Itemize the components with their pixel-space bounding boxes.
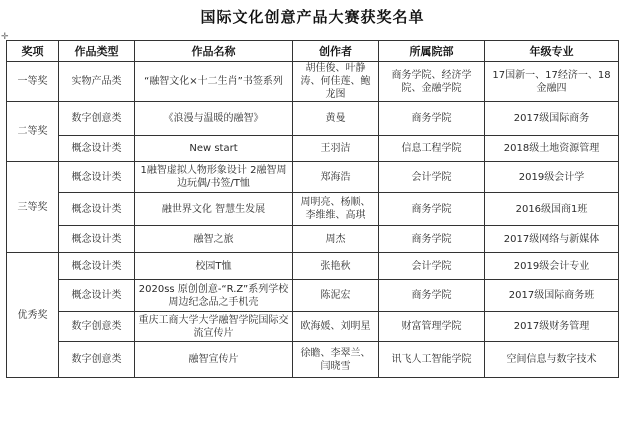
cell-work-name: 1融智虚拟人物形象设计 2融智周边玩偶/书签/T恤: [135, 162, 293, 193]
cell-college: 财富管理学院: [379, 312, 485, 342]
cell-work-name: New start: [135, 136, 293, 162]
cell-work-name: “融智文化×十二生肖”书签系列: [135, 62, 293, 102]
award-group-second: 二等奖: [7, 102, 59, 162]
cell-college: 商务学院: [379, 226, 485, 253]
cell-creator: 黄曼: [293, 102, 379, 136]
table-row: [7, 253, 619, 280]
table-anchor-icon[interactable]: ✛: [1, 32, 9, 42]
table-row: [7, 312, 619, 342]
cell-work-name: 重庆工商大学大学融智学院国际交流宣传片: [135, 312, 293, 342]
cell-major: 2019级会计专业: [485, 253, 619, 280]
cell-major: 17国新一、17经济一、18金融四: [485, 62, 619, 102]
header-creator: 创作者: [293, 41, 379, 62]
cell-major: 2016级国商1班: [485, 193, 619, 226]
cell-major: 空间信息与数字技术: [485, 342, 619, 378]
cell-work-type: 实物产品类: [59, 62, 135, 102]
cell-major: 2017级国际商务: [485, 102, 619, 136]
cell-work-type: 概念设计类: [59, 280, 135, 312]
cell-work-name: 融智宣传片: [135, 342, 293, 378]
cell-creator: 周杰: [293, 226, 379, 253]
page-title: 国际文化创意产品大赛获奖名单: [200, 8, 425, 26]
header-college: 所属院部: [379, 41, 485, 62]
cell-work-name: 校园T恤: [135, 253, 293, 280]
table-row: [7, 162, 619, 193]
cell-work-name: 融世界文化 智慧生发展: [135, 193, 293, 226]
cell-college: 信息工程学院: [379, 136, 485, 162]
table-row: [7, 193, 619, 226]
header-work-name: 作品名称: [135, 41, 293, 62]
cell-major: 2019级会计学: [485, 162, 619, 193]
cell-work-name: 融智之旅: [135, 226, 293, 253]
cell-college: 商务学院、经济学院、金融学院: [379, 62, 485, 102]
table-row: [7, 280, 619, 312]
cell-work-type: 数字创意类: [59, 102, 135, 136]
header-work-type: 作品类型: [59, 41, 135, 62]
cell-major: 2018级土地资源管理: [485, 136, 619, 162]
cell-creator: 周明亮、杨顺、李维维、高琪: [293, 193, 379, 226]
header-major: 年级专业: [485, 41, 619, 62]
cell-creator: 胡佳俊、叶静涛、何佳莲、鲍龙图: [293, 62, 379, 102]
cell-college: 商务学院: [379, 193, 485, 226]
cell-college: 商务学院: [379, 102, 485, 136]
cell-college: 会计学院: [379, 162, 485, 193]
cell-creator: 王羽洁: [293, 136, 379, 162]
cell-major: 2017级网络与新媒体: [485, 226, 619, 253]
cell-work-type: 数字创意类: [59, 312, 135, 342]
cell-work-name: 2020ss 原创创意-“R.Z”系列学校周边纪念品之手机壳: [135, 280, 293, 312]
cell-work-type: 数字创意类: [59, 342, 135, 378]
header-award: 奖项: [7, 41, 59, 62]
cell-creator: 欧海媛、刘明星: [293, 312, 379, 342]
cell-creator: 徐瞻、李翠兰、闫晓雪: [293, 342, 379, 378]
awards-table: [6, 40, 619, 378]
award-group-excellent: 优秀奖: [7, 253, 59, 378]
table-row: [7, 342, 619, 378]
table-header-row: [7, 41, 619, 62]
cell-creator: 郑海浩: [293, 162, 379, 193]
cell-college: 讯飞人工智能学院: [379, 342, 485, 378]
table-row: [7, 62, 619, 102]
cell-college: 商务学院: [379, 280, 485, 312]
table-row: [7, 136, 619, 162]
table-row: [7, 226, 619, 253]
cell-work-type: 概念设计类: [59, 162, 135, 193]
award-group-third: 三等奖: [7, 162, 59, 253]
table-row: [7, 102, 619, 136]
cell-creator: 陈泥宏: [293, 280, 379, 312]
cell-major: 2017级国际商务班: [485, 280, 619, 312]
cell-major: 2017级财务管理: [485, 312, 619, 342]
cell-work-type: 概念设计类: [59, 136, 135, 162]
cell-work-type: 概念设计类: [59, 253, 135, 280]
cell-work-type: 概念设计类: [59, 193, 135, 226]
cell-creator: 张艳秋: [293, 253, 379, 280]
award-group-first: 一等奖: [7, 62, 59, 102]
cell-college: 会计学院: [379, 253, 485, 280]
cell-work-name: 《浪漫与温暖的融智》: [135, 102, 293, 136]
cell-work-type: 概念设计类: [59, 226, 135, 253]
